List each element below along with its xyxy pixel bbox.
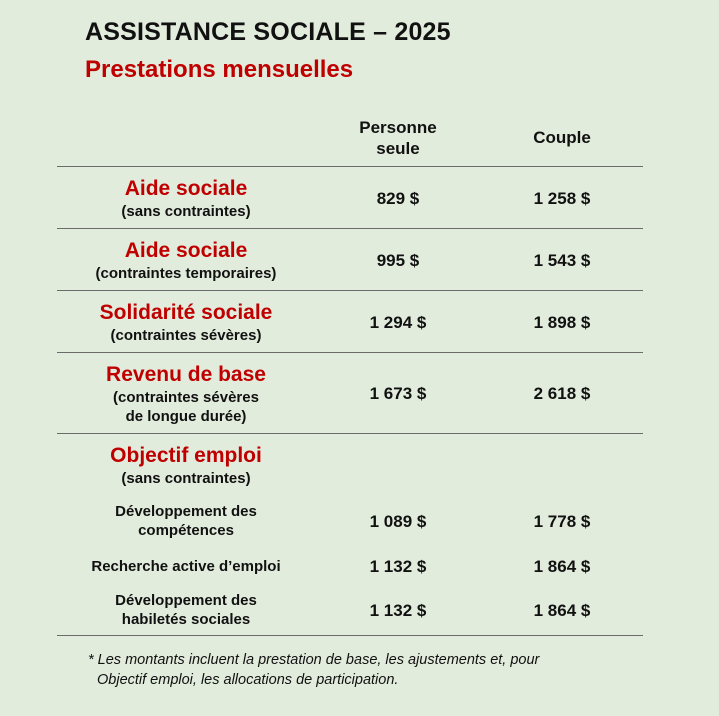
amount-single: 1 673 $ — [369, 384, 427, 403]
amount-couple: 1 778 $ — [533, 512, 591, 531]
footnote — [88, 650, 648, 690]
column-header-single-line2: seule — [376, 139, 420, 158]
divider — [57, 433, 643, 434]
amount-couple: 1 864 $ — [533, 557, 591, 576]
column-header-couple: Couple — [533, 128, 591, 147]
amount-couple: 1 258 $ — [533, 189, 591, 208]
amount-single: 829 $ — [376, 189, 420, 208]
page-title: ASSISTANCE SOCIALE – 2025 — [85, 18, 451, 46]
category-name: Revenu de base — [106, 363, 266, 386]
divider — [57, 352, 643, 353]
category-name: Aide sociale — [124, 239, 248, 262]
category-objectif-emploi — [57, 443, 315, 488]
footnote-line1: * Les montants incluent la prestation de base, les ajustements et, pour — [88, 652, 540, 668]
amount-couple: 1 864 $ — [533, 601, 591, 620]
divider — [57, 290, 643, 291]
amount-single: 1 132 $ — [369, 557, 427, 576]
category-note-line1: (contraintes sévères — [113, 389, 259, 406]
category-name: Objectif emploi — [110, 444, 262, 467]
footnote-line2: Objectif emploi, les allocations de participation. — [97, 672, 399, 688]
column-header-single — [340, 117, 456, 159]
category-aide-sociale-temporaires — [57, 238, 315, 283]
amount-single: 995 $ — [376, 251, 420, 270]
category-name: Solidarité sociale — [99, 301, 273, 324]
amount-single: 1 132 $ — [369, 601, 427, 620]
page-subtitle: Prestations mensuelles — [85, 56, 354, 83]
category-note: (contraintes sévères) — [110, 327, 262, 344]
amount-couple: 2 618 $ — [533, 384, 591, 403]
category-name: Aide sociale — [124, 177, 248, 200]
amount-couple: 1 898 $ — [533, 313, 591, 332]
category-revenu-de-base — [57, 362, 315, 426]
sub-item-developpement-competences — [57, 502, 315, 540]
column-header-single-line1: Personne — [359, 118, 437, 137]
divider — [57, 166, 643, 167]
category-note: (contraintes temporaires) — [95, 265, 277, 282]
category-note: (sans contraintes) — [121, 470, 251, 487]
sub-item-label-line1: Développement des — [115, 592, 257, 609]
amount-couple: 1 543 $ — [533, 251, 591, 270]
amount-single: 1 294 $ — [369, 313, 427, 332]
category-note-line2: de longue durée) — [125, 408, 247, 425]
sub-item-developpement-habiletes — [57, 591, 315, 629]
category-solidarite-sociale — [57, 300, 315, 345]
category-note: (sans contraintes) — [121, 203, 251, 220]
sub-item-label-line2: compétences — [138, 522, 234, 539]
amount-single: 1 089 $ — [369, 512, 427, 531]
sub-item-recherche-active: Recherche active d’emploi — [91, 558, 281, 575]
sub-item-label-line2: habiletés sociales — [121, 611, 251, 628]
divider — [57, 635, 643, 636]
sub-item-label-line1: Développement des — [115, 503, 257, 520]
divider — [57, 228, 643, 229]
category-aide-sociale-sans-contraintes — [57, 176, 315, 221]
